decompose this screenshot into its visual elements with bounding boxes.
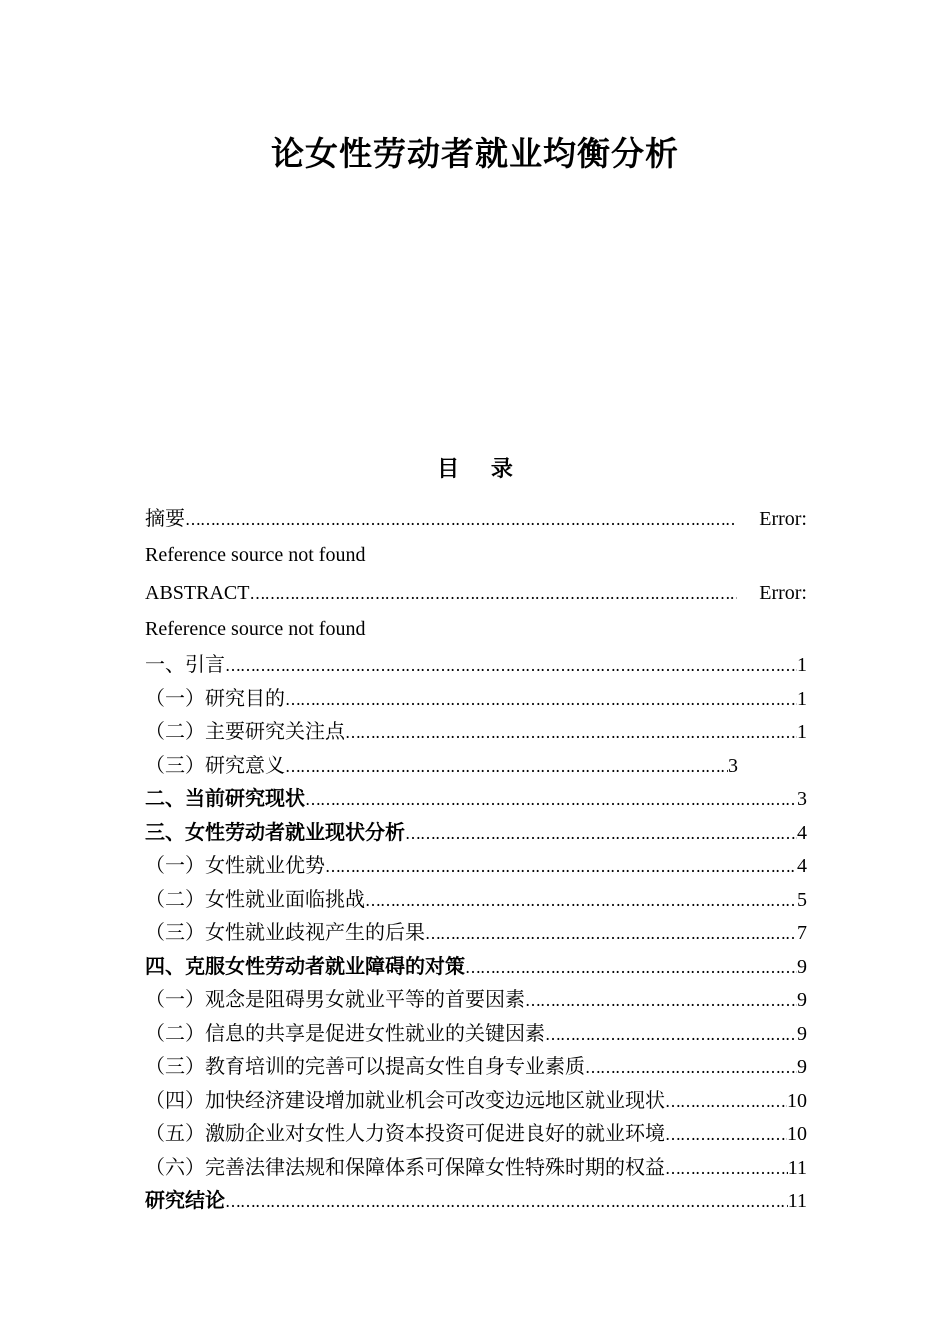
toc-entry-economic-development[interactable] (145, 1084, 807, 1118)
toc-leader-dots (665, 1117, 787, 1151)
toc-entry-information-sharing[interactable] (145, 1017, 807, 1051)
toc-leader-dots (285, 682, 797, 716)
toc-entry-label: （六）完善法律法规和保障体系可保障女性特殊时期的权益 (145, 1154, 665, 1179)
toc-entry-page: 1 (797, 721, 807, 743)
toc-leader-dots (305, 782, 797, 816)
toc-entry-human-capital[interactable] (145, 1117, 807, 1151)
toc-entry-page: Error: (759, 582, 807, 604)
toc-entry-continuation: Reference source not found (145, 544, 366, 566)
toc-entry-page: 9 (797, 1056, 807, 1078)
toc-entry-label: ABSTRACT (145, 582, 250, 604)
toc-entry-label: （三）女性就业歧视产生的后果 (145, 920, 425, 944)
toc-entry-legal-protection[interactable] (145, 1151, 807, 1185)
toc-entry-page: 3 (728, 754, 738, 777)
toc-entry-label: 摘要 (145, 506, 185, 530)
toc-entry-countermeasures[interactable] (145, 950, 807, 984)
toc-entry-research-focus[interactable] (145, 715, 807, 749)
toc-entry-introduction[interactable] (145, 648, 807, 682)
toc-entry-label: （四）加快经济建设增加就业机会可改变边远地区就业现状 (145, 1087, 665, 1112)
toc-leader-dots (425, 916, 797, 950)
toc-leader-dots (545, 1017, 797, 1051)
toc-leader-dots (465, 950, 797, 984)
toc-leader-dots (249, 574, 737, 611)
toc-entry-page: 5 (797, 888, 807, 911)
toc-leader-dots (285, 749, 728, 783)
toc-entry-research-purpose[interactable] (145, 682, 807, 716)
toc-entry-page: 10 (787, 1123, 807, 1145)
toc-entry-label: 四、克服女性劳动者就业障碍的对策 (145, 953, 465, 978)
toc-entry-page: 10 (787, 1089, 807, 1112)
toc-leader-dots (365, 883, 797, 917)
toc-leader-dots (185, 500, 737, 537)
toc-entry-label: 研究结论 (145, 1188, 225, 1212)
toc-entry-conclusion[interactable] (145, 1184, 807, 1218)
toc-entry-abstract-en[interactable] (145, 574, 807, 611)
toc-leader-dots (345, 715, 797, 749)
toc-entry-label: （一）女性就业优势 (145, 853, 325, 877)
toc-entry-employment-challenges[interactable] (145, 883, 807, 917)
toc-entry-research-significance[interactable] (145, 749, 738, 783)
toc-leader-dots (585, 1050, 797, 1084)
toc-entry-page: 9 (797, 955, 807, 978)
toc-entry-label: （三）教育培训的完善可以提高女性自身专业素质 (145, 1054, 585, 1078)
toc-entry-label: （五）激励企业对女性人力资本投资可促进良好的就业环境 (145, 1121, 665, 1145)
toc-entry-page: 1 (797, 687, 807, 710)
toc-entry-label: （二）女性就业面临挑战 (145, 886, 365, 911)
toc-entry-page: 1 (797, 654, 807, 676)
toc-entry-employment-advantages[interactable] (145, 849, 807, 883)
document-title: 论女性劳动者就业均衡分析 (271, 134, 679, 173)
toc-entry-discrimination-consequences[interactable] (145, 916, 807, 950)
toc-leader-dots (325, 849, 797, 883)
toc-entry-page: 11 (787, 1190, 807, 1212)
toc-entry-page: 4 (797, 855, 807, 877)
toc-entry-education-training[interactable] (145, 1050, 807, 1084)
toc-entry-label: （二）信息的共享是促进女性就业的关键因素 (145, 1020, 545, 1045)
toc-entry-label: 二、当前研究现状 (145, 786, 305, 810)
toc-entry-label: （三）研究意义 (145, 752, 285, 777)
toc-leader-dots (225, 648, 797, 682)
toc-entry-label: （二）主要研究关注点 (145, 719, 345, 743)
toc-entry-continuation: Reference source not found (145, 618, 366, 640)
toc-entry-label: 一、引言 (145, 652, 225, 676)
toc-entry-concept-factor[interactable] (145, 983, 807, 1017)
toc-entry-page: 7 (797, 922, 807, 944)
toc-entry-page: 4 (797, 821, 807, 844)
table-of-contents (145, 500, 807, 1218)
toc-entry-page: 11 (787, 1156, 807, 1179)
toc-entry-label: （一）观念是阻碍男女就业平等的首要因素 (145, 987, 525, 1011)
toc-leader-dots (225, 1184, 788, 1218)
toc-entry-page: 9 (797, 989, 807, 1011)
toc-entry-page: 9 (797, 1022, 807, 1045)
toc-entry-page: Error: (759, 508, 807, 530)
toc-leader-dots (665, 1084, 787, 1118)
toc-entry-abstract-cn[interactable] (145, 500, 807, 537)
toc-entry-page: 3 (797, 788, 807, 810)
toc-entry-label: （一）研究目的 (145, 685, 285, 710)
toc-entry-label: 三、女性劳动者就业现状分析 (145, 819, 405, 844)
toc-leader-dots (665, 1151, 788, 1185)
toc-leader-dots (405, 816, 797, 850)
toc-entry-employment-analysis[interactable] (145, 816, 807, 850)
toc-heading: 目 录 (437, 457, 513, 482)
toc-leader-dots (525, 983, 797, 1017)
toc-entry-current-research[interactable] (145, 782, 807, 816)
